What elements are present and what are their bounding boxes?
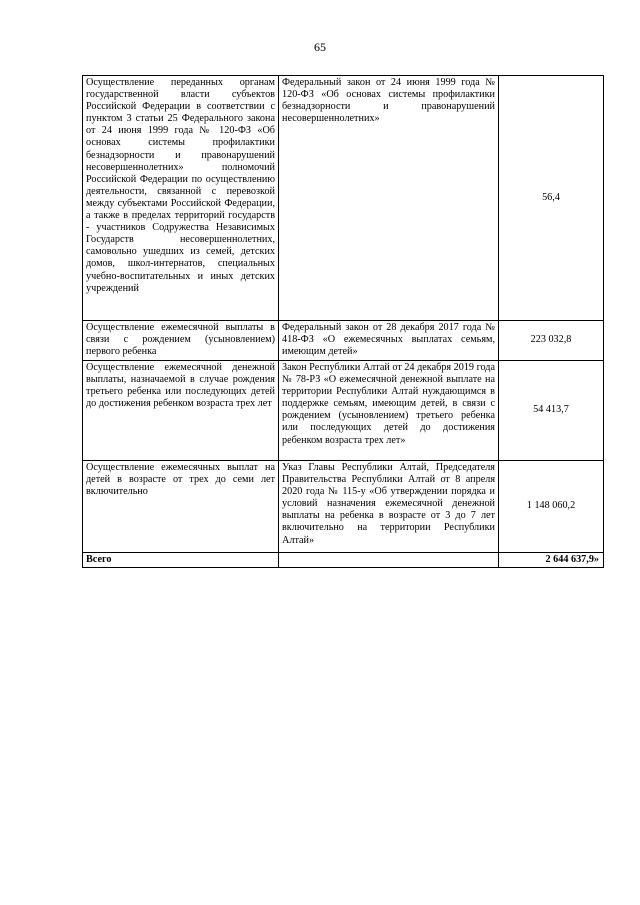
table-row [83, 321, 604, 361]
purpose-cell: Осуществление ежемесячной денежной выплаты, назначаемой в случае рождения третьего ребенка или последующих детей до достижения ребенком возраста трех лет [83, 361, 279, 461]
legal-basis-cell: Федеральный закон от 28 декабря 2017 года № 418-ФЗ «О ежемесячных выплатах семьям, имеющим детей» [279, 321, 499, 361]
amount-cell: 223 032,8 [499, 321, 604, 361]
total-label: Всего [83, 553, 279, 568]
total-row [83, 553, 604, 568]
total-basis-cell [279, 553, 499, 568]
legal-basis-cell: Указ Главы Республики Алтай, Председателя Правительства Республики Алтай от 8 апреля 2020 года № 115-у «Об утверждении порядка и условий назначения ежемесячной денежной выплаты на ребенка в возрасте от 3 до 7 лет включительно на территории Республики Алтай» [279, 461, 499, 553]
amount-cell: 54 413,7 [499, 361, 604, 461]
legal-basis-cell: Закон Республики Алтай от 24 декабря 2019 года № 78-РЗ «О ежемесячной денежной выплате на территории Республики Алтай нуждающимся в поддержке семьям, имеющим детей, в связи с рождением (усыновлением) третьего ребенка или последующих детей до достижения ребенком возраста трех лет» [279, 361, 499, 461]
table-row [83, 461, 604, 553]
amount-cell: 1 148 060,2 [499, 461, 604, 553]
budget-table [82, 75, 604, 568]
purpose-cell: Осуществление переданных органам государственной власти субъектов Российской Федерации в соответствии с пунктом 3 статьи 25 Федерального закона от 24 июня 1999 года № 120-ФЗ «Об основах системы профилактики безнадзорности и правонарушений несовершеннолетних» полномочий Российской Федерации по осуществлению деятельности, связанной с перевозкой между субъектами Российской Федерации, а также в пределах территорий государств - участников Содружества Независимых Государств несовершеннолетних, самовольно ушедших из семей, детских домов, школ-интернатов, специальных учебно-воспитательных и иных детских учреждений [83, 76, 279, 321]
total-amount: 2 644 637,9» [499, 553, 604, 568]
legal-basis-cell: Федеральный закон от 24 июня 1999 года № 120-ФЗ «Об основах системы профилактики безнадзорности и правонарушений несовершеннолетних» [279, 76, 499, 321]
purpose-cell: Осуществление ежемесячных выплат на детей в возрасте от трех до семи лет включительно [83, 461, 279, 553]
amount-cell: 56,4 [499, 76, 604, 321]
page-number: 65 [314, 40, 326, 54]
table-row [83, 361, 604, 461]
purpose-cell: Осуществление ежемесячной выплаты в связи с рождением (усыновлением) первого ребенка [83, 321, 279, 361]
table-row [83, 76, 604, 321]
